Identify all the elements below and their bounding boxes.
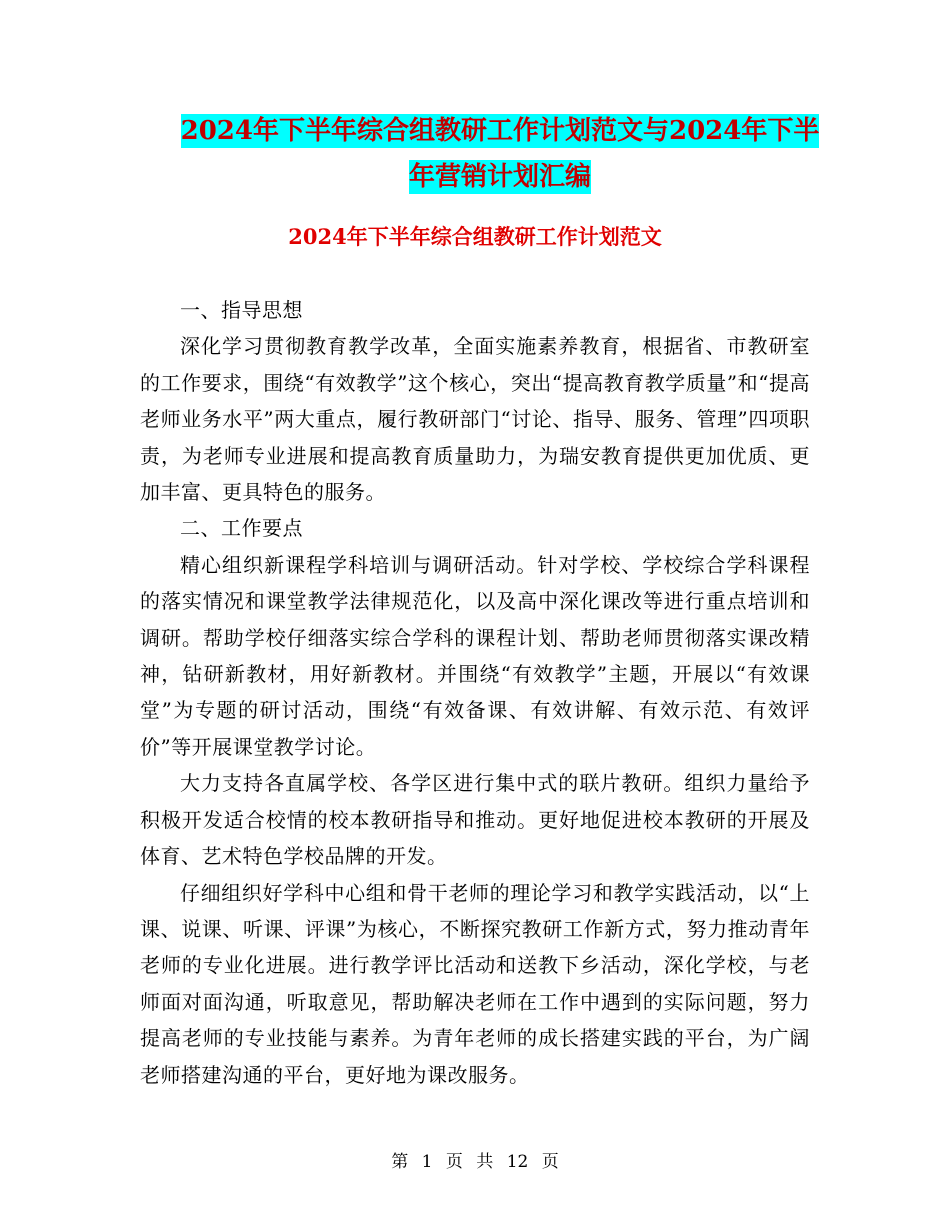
title-line-2: 年营销计划汇编 <box>408 162 591 192</box>
paragraph-teacher-development: 仔细组织好学科中心组和骨干老师的理论学习和教学实践活动，以“上课、说课、听课、评课”为核心，不断探究教研工作新方式，努力推动青年老师的专业化进展。进行教学评比活动和送教下乡活动，深化学校，与老师面对面沟通，听取意见，帮助解决老师在工作中遇到的实际问题，努力提高老师的专业技能与素养。为青年老师的成长搭建实践的平台，为广阔老师搭建沟通的平台，更好地为课改服务。 <box>140 880 810 1087</box>
paragraph-training: 精心组织新课程学科培训与调研活动。针对学校、学校综合学科课程的落实情况和课堂教学法律规范化，以及高中深化课改等进行重点培训和调研。帮助学校仔细落实综合学科的课程计划、帮助老师贯彻落实课改精神，钻研新教材，用好新教材。并围绕“有效教学”主题，开展以“有效课堂”为专题的研讨活动，围绕“有效备课、有效讲解、有效示范、有效评价”等开展课堂教学讨论。 <box>140 552 810 759</box>
title-line-1: 2024年下半年综合组教研工作计划范文与2024年下半 <box>180 116 820 146</box>
page-footer <box>0 1150 950 1174</box>
footer-page-word: 页 <box>445 1152 463 1172</box>
heading-guiding-ideology: 一、指导思想 <box>180 298 303 322</box>
footer-total-pages: 12 <box>506 1152 529 1172</box>
document-body <box>140 292 810 1093</box>
paragraph-guiding-ideology: 深化学习贯彻教育教学改革，全面实施素养教育，根据省、市教研室的工作要求，围绕“有效教学”这个核心，突出“提高教育教学质量”和“提高老师业务水平”两大重点，履行教研部门“讨论、指导、服务、管理”四项职责，为老师专业进展和提高教育质量助力，为瑞安教育提供更加优质、更加丰富、更具特色的服务。 <box>140 334 810 505</box>
footer-total-prefix: 共 <box>476 1152 494 1172</box>
footer-current-page: 1 <box>421 1152 433 1172</box>
document-title <box>150 108 850 200</box>
footer-prefix: 第 <box>391 1152 409 1172</box>
paragraph-joint-research: 大力支持各直属学校、各学区进行集中式的联片教研。组织力量给予积极开发适合校情的校本教研指导和推动。更好地促进校本教研的开展及体育、艺术特色学校品牌的开发。 <box>140 771 810 869</box>
section-title: 2024年下半年综合组教研工作计划范文 <box>288 224 662 249</box>
footer-total-suffix: 页 <box>541 1152 559 1172</box>
heading-work-points: 二、工作要点 <box>180 516 303 541</box>
